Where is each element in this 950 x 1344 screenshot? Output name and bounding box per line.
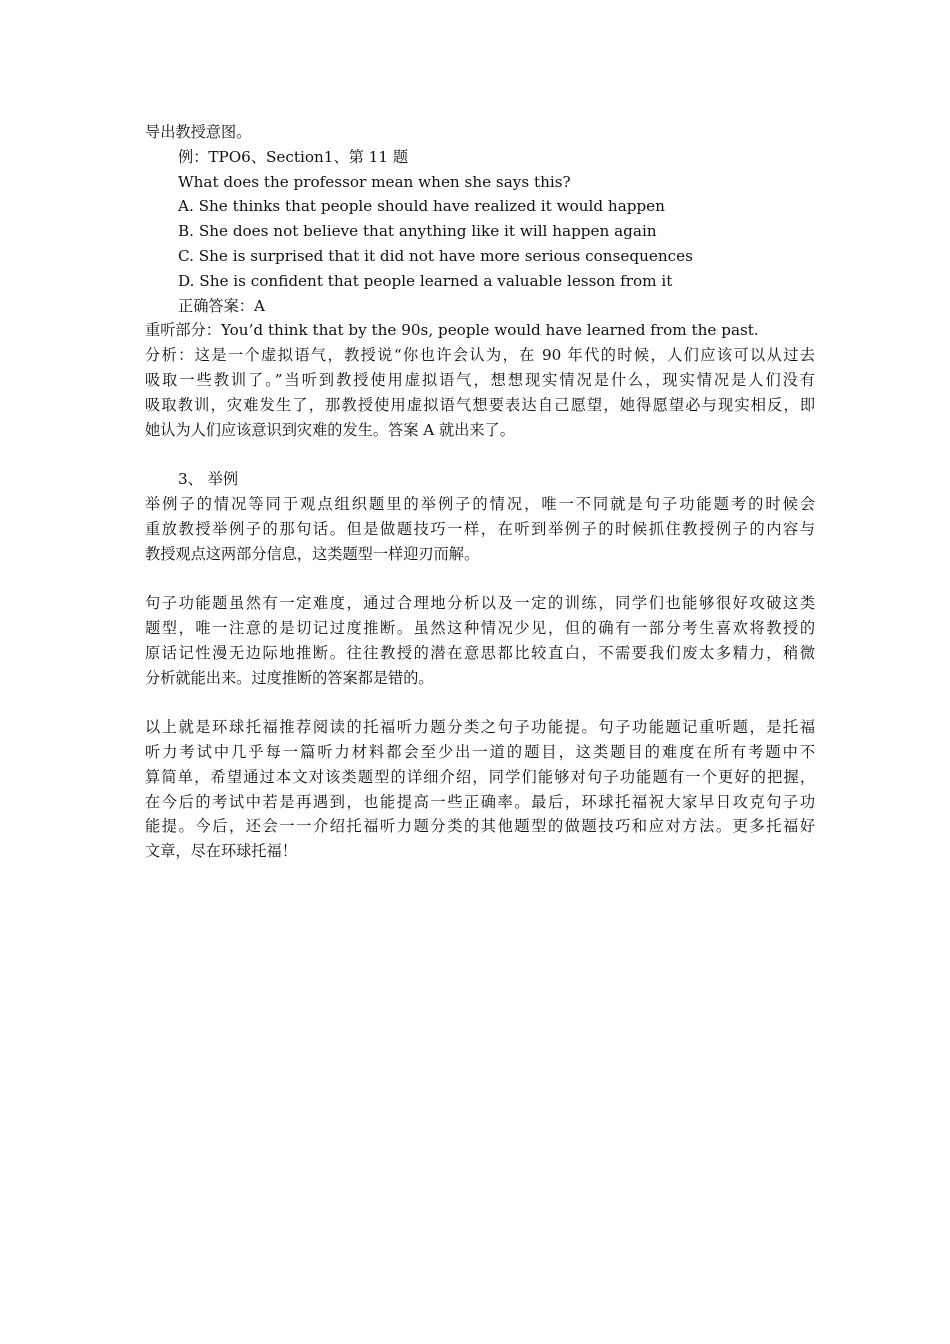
analysis-line: 她认为人们应该意识到灾难的发生。答案 A 就出来了。 <box>145 420 515 439</box>
analysis-line: 分析：这是一个虚拟语气，教授说“你也许会认为，在 90 年代的时候，人们应该可以从过去 <box>145 346 815 365</box>
paragraph-gap <box>145 442 815 467</box>
section3-line: 教授观点这两部分信息，这类题型一样迎刃而解。 <box>145 544 480 563</box>
section-heading: 3、 举例 <box>178 470 239 489</box>
intro-line: 导出教授意图。 <box>145 123 252 141</box>
analysis-line: 吸取一些教训了。”当听到教授使用虚拟语气，想想现实情况是什么，现实情况是人们没有 <box>145 370 815 389</box>
option-b: B. She does not believe that anything like it will happen again <box>178 222 657 241</box>
document-page <box>145 120 815 864</box>
summary1-line: 句子功能题虽然有一定难度，通过合理地分析以及一定的训练，同学们也能够很好攻破这类 <box>145 594 815 613</box>
question-text: What does the professor mean when she says this? <box>178 172 571 191</box>
summary2-line: 能提。今后，还会一一介绍托福听力题分类的其他题型的做题技巧和应对方法。更多托福好 <box>145 817 815 836</box>
correct-answer: 正确答案：A <box>178 296 265 315</box>
paragraph-gap <box>145 566 815 591</box>
summary2-line: 算简单，希望通过本文对该类题型的详细介绍，同学们能够对句子功能题有一个更好的把握， <box>145 767 815 786</box>
option-c: C. She is surprised that it did not have more serious consequences <box>178 246 693 265</box>
summary-paragraph-2 <box>145 715 815 864</box>
summary1-line: 分析就能出来。过度推断的答案都是错的。 <box>145 668 434 687</box>
analysis-line: 吸取教训，灾难发生了，那教授使用虚拟语气想要表达自己愿望，她得愿望必与现实相反，即 <box>145 395 815 414</box>
summary2-line: 在今后的考试中若是再遇到，也能提高一些正确率。最后，环球托福祝大家早日攻克句子功 <box>145 792 815 811</box>
option-d: D. She is confident that people learned a valuable lesson from it <box>178 271 673 290</box>
section3-line: 重放教授举例子的那句话。但是做题技巧一样，在听到举例子的时候抓住教授例子的内容与 <box>145 519 815 538</box>
analysis-paragraph <box>145 343 815 442</box>
example-reference: 例：TPO6、Section1、第 11 题 <box>178 147 409 166</box>
replay-part: 重听部分：You’d think that by the 90s, people would have learned from the past. <box>145 321 759 340</box>
section3-line: 举例子的情况等同于观点组织题里的举例子的情况，唯一不同就是句子功能题考的时候会 <box>145 494 815 513</box>
paragraph-gap <box>145 690 815 715</box>
summary2-line: 听力考试中几乎每一篇听力材料都会至少出一道的题目，这类题目的难度在所有考题中不 <box>145 742 815 761</box>
option-a: A. She thinks that people should have realized it would happen <box>178 197 665 216</box>
summary-paragraph-1 <box>145 591 815 690</box>
summary1-line: 题型，唯一注意的是切记过度推断。虽然这种情况少见，但的确有一部分考生喜欢将教授的 <box>145 618 815 637</box>
summary1-line: 原话记性漫无边际地推断。往往教授的潜在意思都比较直白，不需要我们废太多精力，稍微 <box>145 643 815 662</box>
summary2-line: 以上就是环球托福推荐阅读的托福听力题分类之句子功能提。句子功能题记重听题，是托福 <box>145 718 815 737</box>
summary2-line: 文章，尽在环球托福！ <box>145 842 297 861</box>
section3-paragraph <box>145 492 815 566</box>
